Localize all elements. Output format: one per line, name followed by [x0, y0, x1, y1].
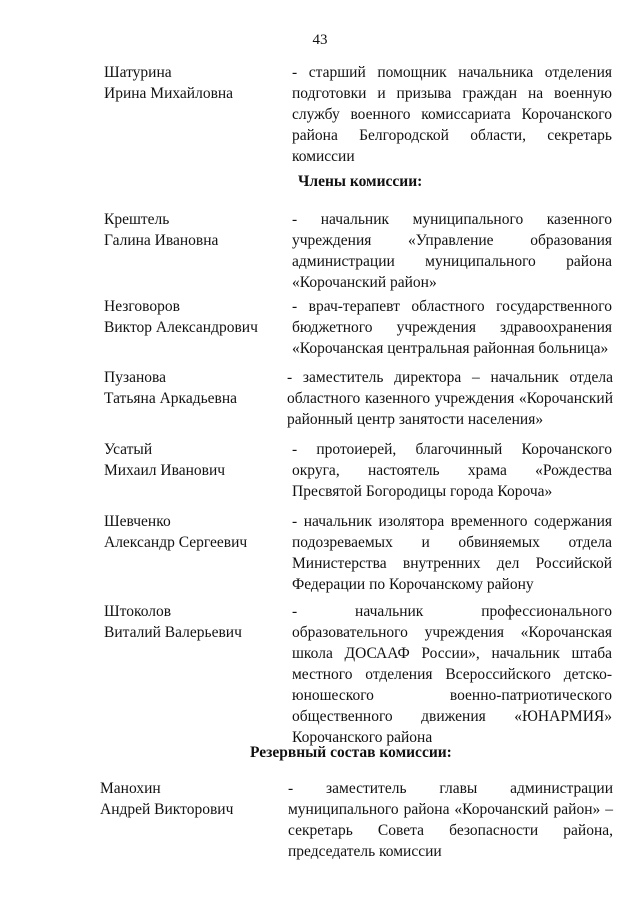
- given-names: Александр Сергеевич: [104, 534, 248, 551]
- person-name: [104, 367, 284, 409]
- surname: Шатурина: [104, 64, 172, 81]
- person-name: [104, 601, 284, 643]
- surname: Шевченко: [104, 513, 171, 530]
- person-role: - начальник муниципального казенного учреждения «Управление образования администрации муниципального района «Корочанский район»: [292, 211, 612, 291]
- surname: Штоколов: [104, 603, 172, 620]
- person-name: [104, 62, 284, 104]
- person-role: - начальник изолятора временного содержания подозреваемых и обвиняемых отдела Министерства внутренних дел Российской Федерации по Корочанскому району: [292, 513, 612, 593]
- surname: Манохин: [100, 780, 161, 797]
- person-role: - врач-терапевт областного государственного бюджетного учреждения здравоохранения «Корочанская центральная районная больница»: [292, 298, 612, 357]
- person-role: - заместитель директора – начальник отдела областного казенного учреждения «Корочанский районный центр занятости населения»: [287, 369, 613, 428]
- person-name: [104, 296, 284, 338]
- surname: Крештель: [104, 211, 170, 228]
- person-name: [104, 439, 284, 481]
- given-names: Виталий Валерьевич: [104, 624, 242, 641]
- person-role: - старший помощник начальника отделения подготовки и призыва граждан на военную службу военного комиссариата Корочанского района Белгородской области, секретарь комиссии: [292, 64, 612, 165]
- person-role: - заместитель главы администрации муниципального района «Корочанский район» – секретарь Совета безопасности района, председатель комиссии: [288, 780, 613, 860]
- person-name: [104, 209, 284, 251]
- given-names: Михаил Иванович: [104, 462, 226, 479]
- surname: Пузанова: [104, 369, 166, 386]
- person-role: - начальник профессионального образовательного учреждения «Корочанская школа ДОСААФ России», начальник штаба местного отделения Всероссийского детско-юношеского военно-патриотического общественного движения «ЮНАРМИЯ» Корочанского района: [292, 603, 612, 746]
- given-names: Виктор Александрович: [104, 319, 258, 336]
- page-number: 43: [312, 32, 328, 48]
- given-names: Ирина Михайловна: [104, 85, 234, 102]
- person-role: - протоиерей, благочинный Корочанского округа, настоятель храма «Рождества Пресвятой Богородицы города Короча»: [292, 441, 612, 500]
- given-names: Андрей Викторович: [100, 801, 234, 818]
- given-names: Татьяна Аркадьевна: [104, 390, 238, 407]
- given-names: Галина Ивановна: [104, 232, 219, 249]
- person-name: [100, 778, 280, 820]
- members-heading: Члены комиссии:: [298, 173, 423, 190]
- person-name: [104, 511, 284, 553]
- reserve-heading: Резервный состав комиссии:: [250, 744, 452, 761]
- surname: Усатый: [104, 441, 153, 458]
- surname: Незговоров: [104, 298, 180, 315]
